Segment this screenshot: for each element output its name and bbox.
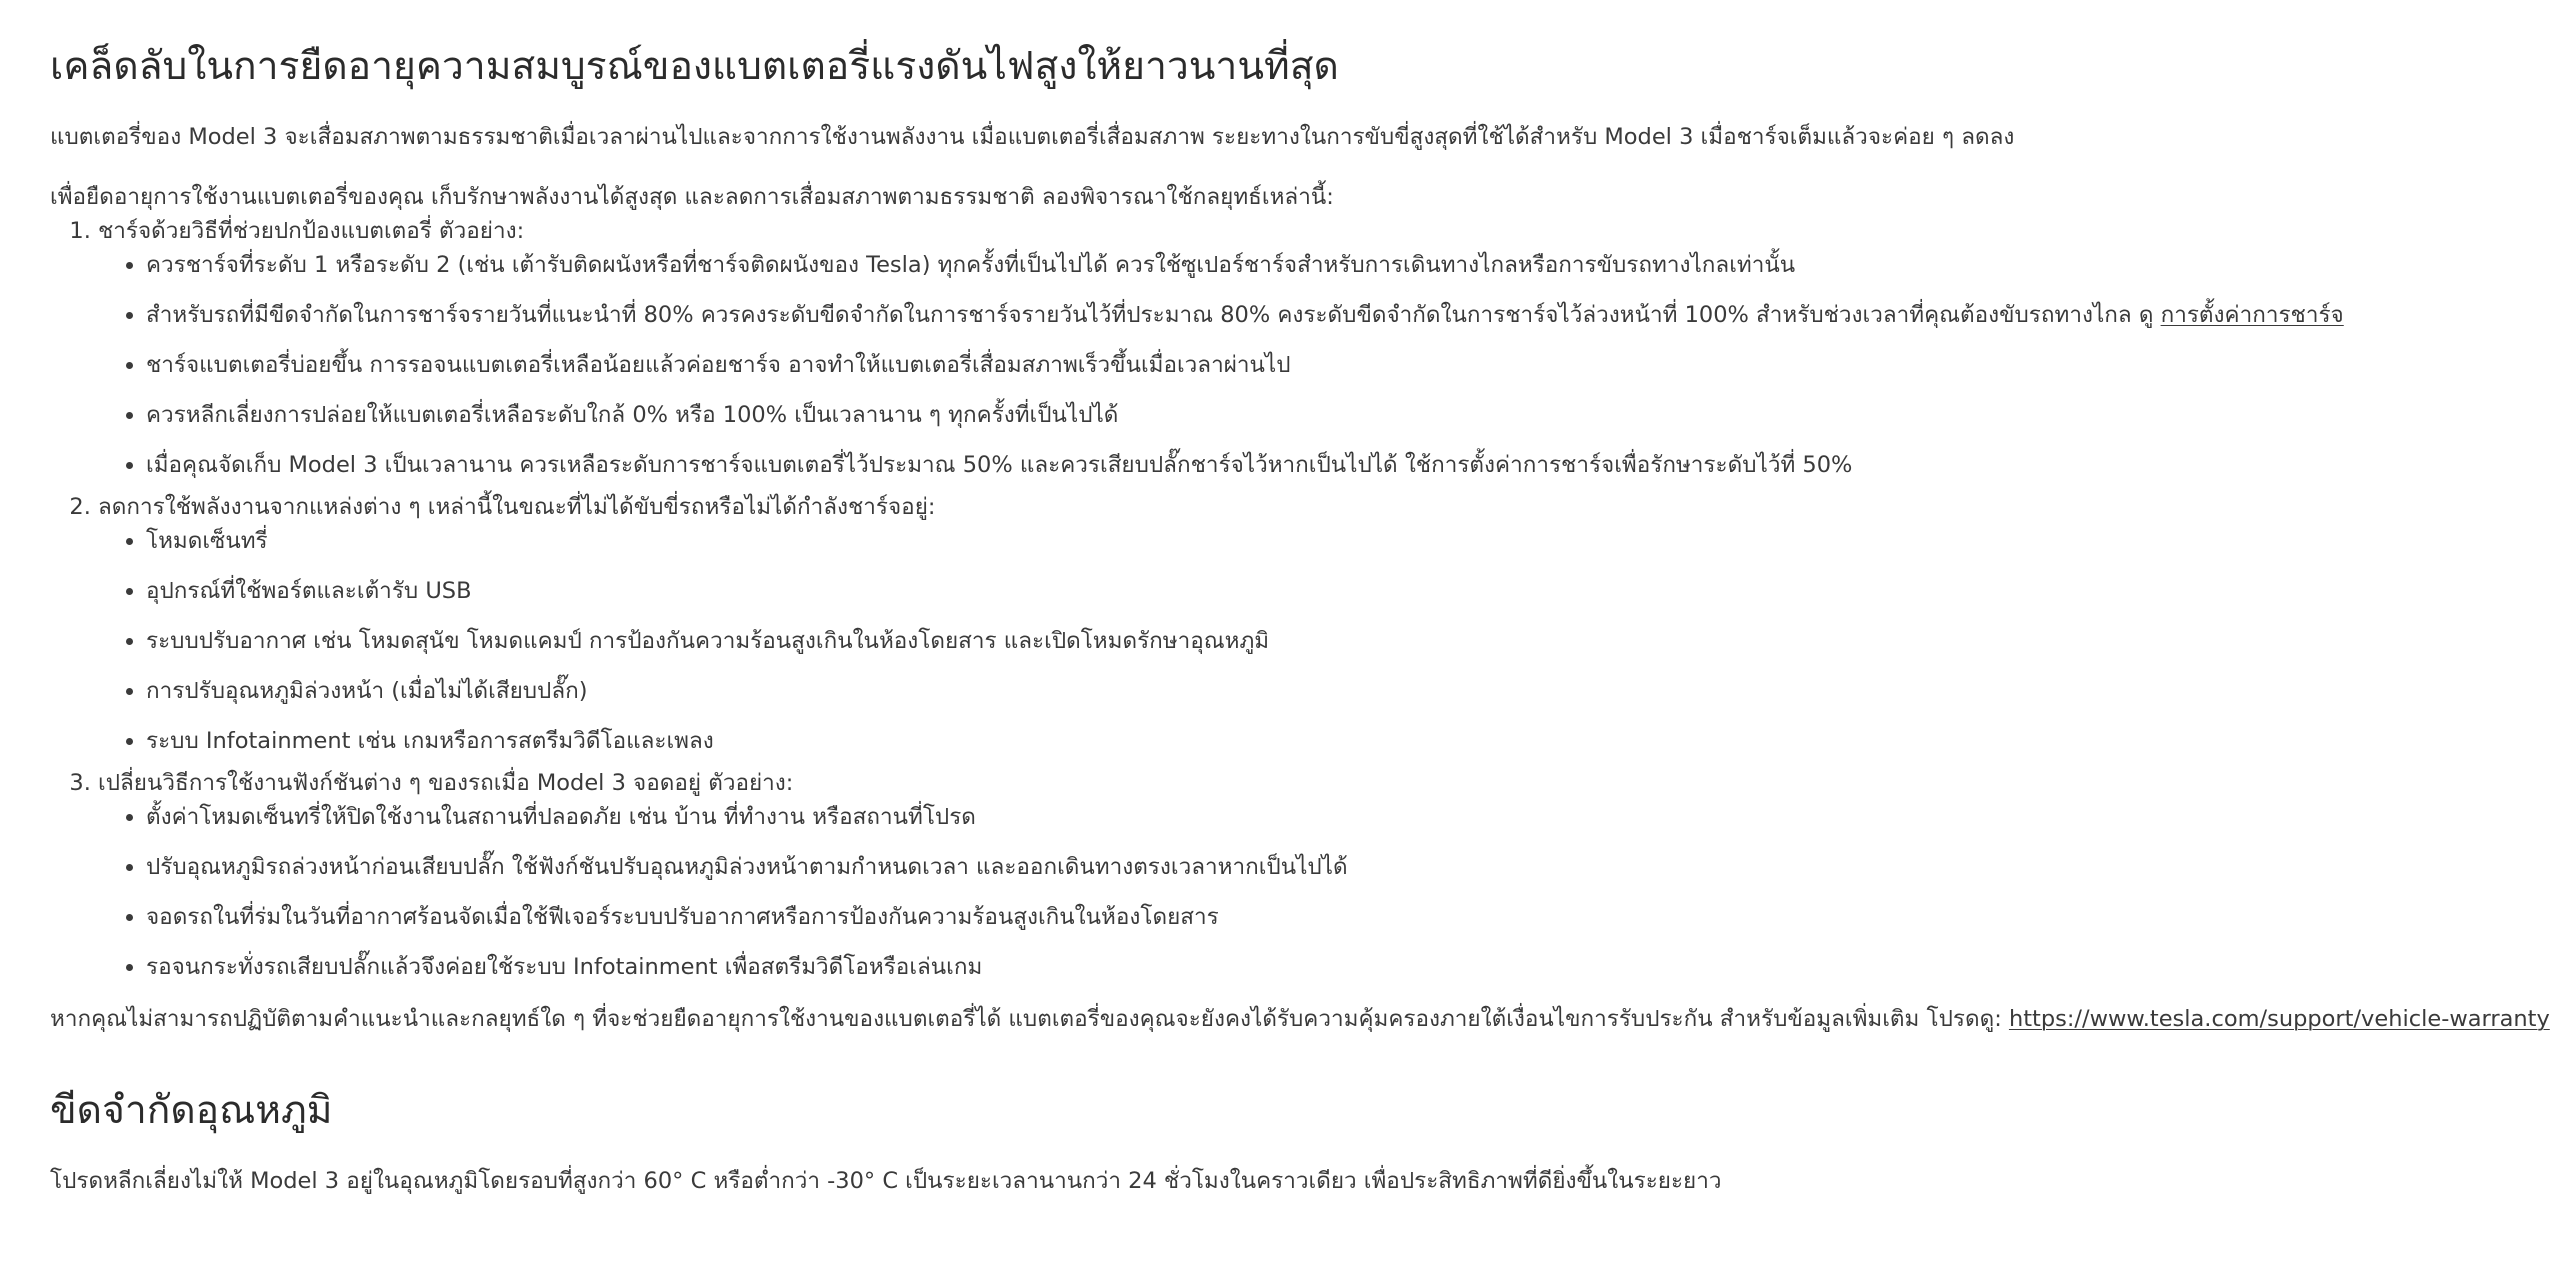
list-item: • อุปกรณ์ที่ใช้พอร์ตและเต้ารับ USB bbox=[146, 574, 2530, 624]
list-item: • การปรับอุณหภูมิล่วงหน้า (เมื่อไม่ได้เสียบปลั๊ก) bbox=[146, 674, 2530, 724]
page-title: เคล็ดลับในการยืดอายุความสมบูรณ์ของแบตเตอรี่แรงดันไฟสูงให้ยาวนานที่สุด bbox=[50, 44, 1339, 89]
strategy-sublist bbox=[98, 248, 2530, 486]
list-item: • ปรับอุณหภูมิรถล่วงหน้าก่อนเสียบปลั๊ก ใช้ฟังก์ชันปรับอุณหภูมิล่วงหน้าตามกำหนดเวลา และออกเดินทางตรงเวลาหากเป็นไปได้ bbox=[146, 850, 2530, 900]
strategy-step bbox=[98, 214, 2530, 486]
warranty-link[interactable]: https://www.tesla.com/support/vehicle-warranty bbox=[2008, 1006, 2550, 1032]
charge-settings-link[interactable]: การตั้งค่าการชาร์จ bbox=[2160, 302, 2344, 328]
intro-paragraph: แบตเตอรี่ของ Model 3 จะเสื่อมสภาพตามธรรมชาติเมื่อเวลาผ่านไปและจากการใช้งานพลังงาน เมื่อแบตเตอรี่เสื่อมสภาพ ระยะทางในการขับขี่สูงสุดที่ใช้ได้สำหรับ Model 3 เมื่อชาร์จเต็มแล้วจะค่อย ๆ ลดลง bbox=[50, 124, 2015, 150]
list-item: • โหมดเซ็นทรี่ bbox=[146, 524, 2530, 574]
list-item: • ระบบ Infotainment เช่น เกมหรือการสตรีมวิดีโอและเพลง bbox=[146, 724, 2530, 762]
list-item: • ระบบปรับอากาศ เช่น โหมดสุนัข โหมดแคมป์ การป้องกันความร้อนสูงเกินในห้องโดยสาร และเปิดโหมดรักษาอุณหภูมิ bbox=[146, 624, 2530, 674]
strategy-step-label: เปลี่ยนวิธีการใช้งานฟังก์ชันต่าง ๆ ของรถเมื่อ Model 3 จอดอยู่ ตัวอย่าง: bbox=[98, 770, 794, 796]
article bbox=[50, 36, 2550, 1224]
list-item: • จอดรถในที่ร่มในวันที่อากาศร้อนจัดเมื่อใช้ฟีเจอร์ระบบปรับอากาศหรือการป้องกันความร้อนสูงเกินในห้องโดยสาร bbox=[146, 900, 2530, 950]
list-item bbox=[146, 298, 2530, 348]
list-item: • เมื่อคุณจัดเก็บ Model 3 เป็นเวลานาน ควรเหลือระดับการชาร์จแบตเตอรี่ไว้ประมาณ 50% และควรเสียบปลั๊กชาร์จไว้หากเป็นไปได้ ใช้การตั้งค่าการชาร์จเพื่อรักษาระดับไว้ที่ 50% bbox=[146, 448, 2530, 486]
list-item-text: สำหรับรถที่มีขีดจำกัดในการชาร์จรายวันที่แนะนำที่ 80% ควรคงระดับขีดจำกัดในการชาร์จรายวันไว้ที่ประมาณ 80% คงระดับขีดจำกัดในการชาร์จไว้ล่วงหน้าที่ 100% สำหรับช่วงเวลาที่คุณต้องขับรถทางไกล ดู bbox=[146, 302, 2154, 328]
list-item: • ชาร์จแบตเตอรี่บ่อยขึ้น การรอจนแบตเตอรี่เหลือน้อยแล้วค่อยชาร์จ อาจทำให้แบตเตอรี่เสื่อมสภาพเร็วขึ้นเมื่อเวลาผ่านไป bbox=[146, 348, 2530, 398]
warranty-text: หากคุณไม่สามารถปฏิบัติตามคำแนะนำและกลยุทธ์ใด ๆ ที่จะช่วยยืดอายุการใช้งานของแบตเตอรี่ได้ แบตเตอรี่ของคุณจะยังคงได้รับความคุ้มครองภายใต้เงื่อนไขการรับประกัน สำหรับข้อมูลเพิ่มเติม โปรดดู: bbox=[50, 1006, 2002, 1032]
strategy-step bbox=[98, 766, 2530, 988]
strategy-list bbox=[50, 214, 2530, 988]
list-item: • ควรหลีกเลี่ยงการปล่อยให้แบตเตอรี่เหลือระดับใกล้ 0% หรือ 100% เป็นเวลานาน ๆ ทุกครั้งที่เป็นไปได้ bbox=[146, 398, 2530, 448]
strategy-step-label: ลดการใช้พลังงานจากแหล่งต่าง ๆ เหล่านี้ในขณะที่ไม่ได้ขับขี่รถหรือไม่ได้กำลังชาร์จอยู่: bbox=[98, 494, 936, 520]
strategies-lead: เพื่อยืดอายุการใช้งานแบตเตอรี่ของคุณ เก็บรักษาพลังงานได้สูงสุด และลดการเสื่อมสภาพตามธรรมชาติ ลองพิจารณาใช้กลยุทธ์เหล่านี้: bbox=[50, 184, 1334, 210]
temperature-paragraph: โปรดหลีกเลี่ยงไม่ให้ Model 3 อยู่ในอุณหภูมิโดยรอบที่สูงกว่า 60° C หรือต่ำกว่า -30° C เป็นระยะเวลานานกว่า 24 ชั่วโมงในคราวเดียว เพื่อประสิทธิภาพที่ดียิ่งขึ้นในระยะยาว bbox=[50, 1168, 1722, 1194]
strategy-step-label: ชาร์จด้วยวิธีที่ช่วยปกป้องแบตเตอรี่ ตัวอย่าง: bbox=[98, 218, 525, 244]
list-item: • ตั้งค่าโหมดเซ็นทรี่ให้ปิดใช้งานในสถานที่ปลอดภัย เช่น บ้าน ที่ทำงาน หรือสถานที่โปรด bbox=[146, 800, 2530, 850]
section-title-temperature: ขีดจำกัดอุณหภูมิ bbox=[50, 1088, 333, 1133]
list-item: • รอจนกระทั่งรถเสียบปลั๊กแล้วจึงค่อยใช้ระบบ Infotainment เพื่อสตรีมวิดีโอหรือเล่นเกม bbox=[146, 950, 2530, 988]
strategy-step bbox=[98, 490, 2530, 762]
strategy-sublist bbox=[98, 524, 2530, 762]
warranty-paragraph bbox=[50, 1002, 2550, 1036]
list-item: • ควรชาร์จที่ระดับ 1 หรือระดับ 2 (เช่น เต้ารับติดผนังหรือที่ชาร์จติดผนังของ Tesla) ทุกครั้งที่เป็นไปได้ ควรใช้ซูเปอร์ชาร์จสำหรับการเดินทางไกลหรือการขับรถทางไกลเท่านั้น bbox=[146, 248, 2530, 298]
strategy-sublist bbox=[98, 800, 2530, 988]
